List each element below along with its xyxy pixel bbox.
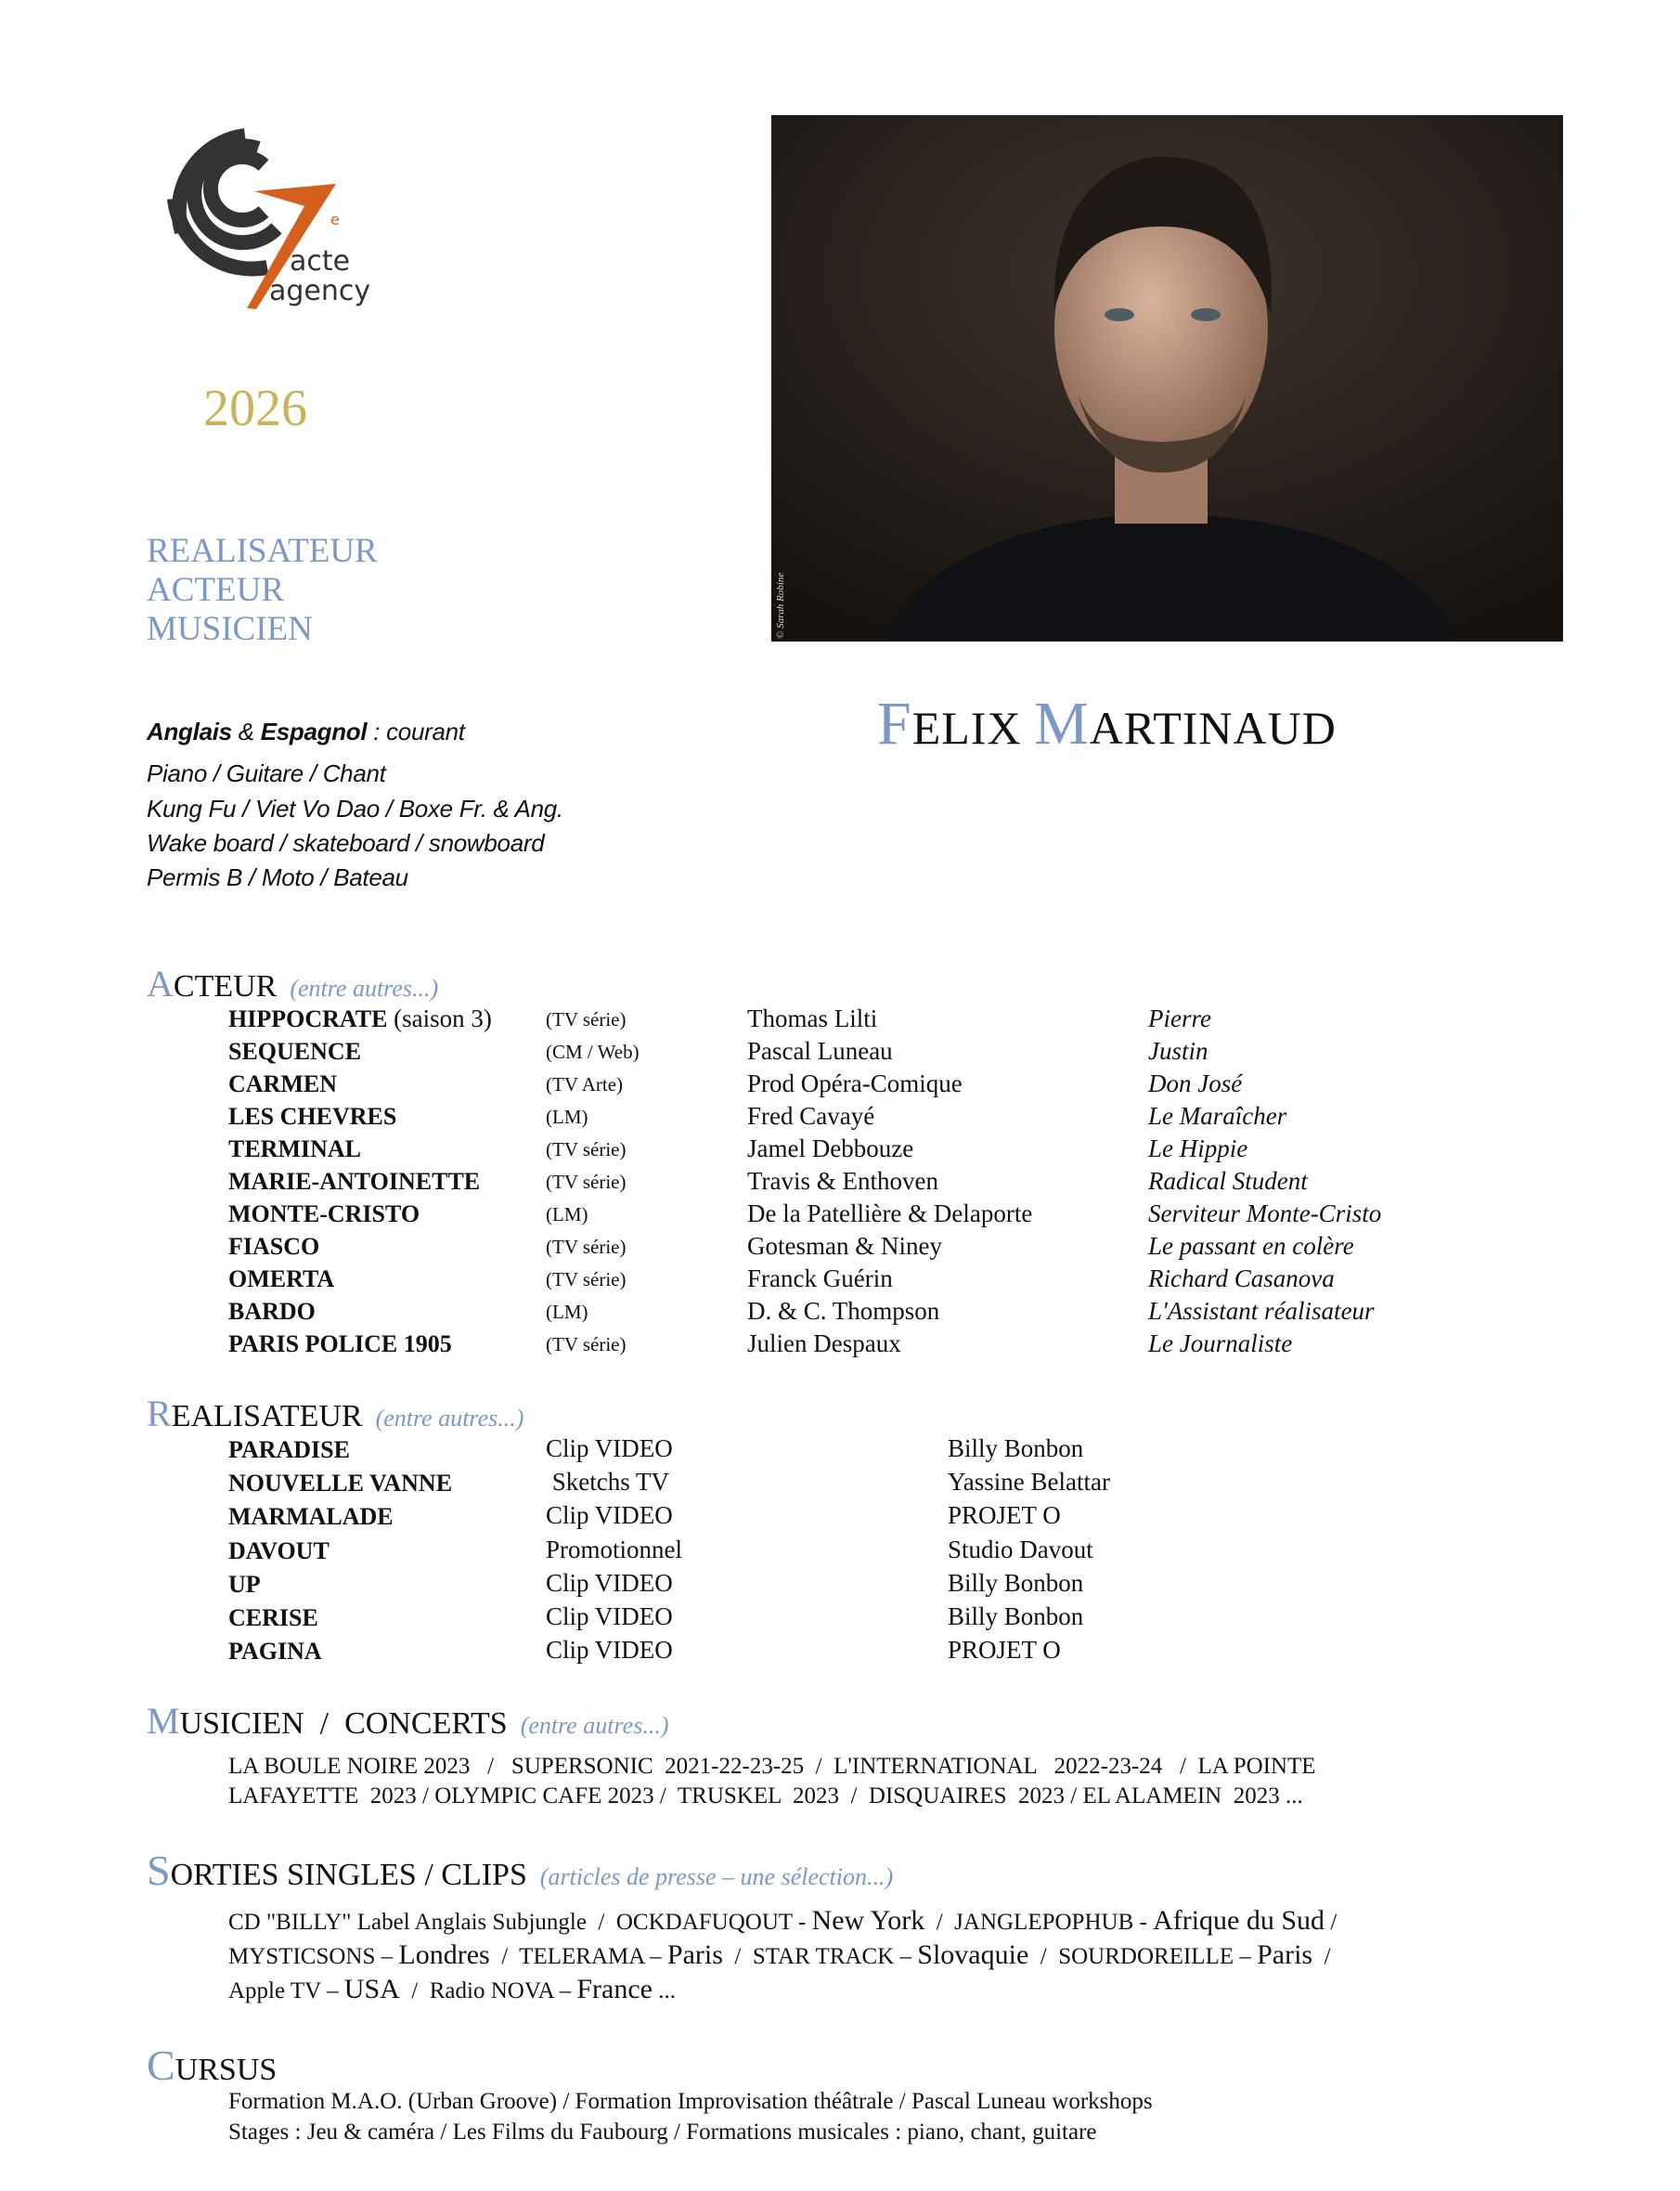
skill-line: Kung Fu / Viet Vo Dao / Boxe Fr. & Ang. <box>147 795 563 823</box>
project-type: Clip VIDEO <box>546 1434 673 1462</box>
film-title <box>228 1199 420 1228</box>
section-heading-acteur: ACTEUR (entre autres...) <box>147 963 439 1005</box>
press-segment: Londres <box>398 1939 490 1970</box>
project-title: UP <box>228 1570 261 1598</box>
film-title-text: MARIE-ANTOINETTE <box>228 1168 481 1195</box>
film-director: Jamel Debbouze <box>747 1134 914 1162</box>
film-title <box>228 1329 452 1358</box>
press-line <box>228 1939 1331 1971</box>
project-type: Promotionnel <box>546 1535 682 1563</box>
film-director: Julien Despaux <box>747 1329 901 1357</box>
press-segment: Paris <box>1257 1939 1313 1970</box>
film-role: Le Maraîcher <box>1148 1102 1287 1130</box>
table-row <box>0 1070 1680 1102</box>
svg-text:e: e <box>330 211 340 228</box>
press-segment: / Radio NOVA – <box>399 1978 577 2003</box>
portrait-photo <box>771 115 1563 642</box>
film-role: Don José <box>1148 1070 1243 1097</box>
press-segment: France <box>576 1974 653 2004</box>
film-type: (TV série) <box>546 1236 627 1258</box>
film-role: Le Hippie <box>1148 1134 1248 1162</box>
film-role: Le Journaliste <box>1148 1329 1293 1357</box>
project-client: Billy Bonbon <box>948 1434 1084 1462</box>
skill-line: Piano / Guitare / Chant <box>147 759 386 787</box>
project-type: Clip VIDEO <box>546 1636 673 1665</box>
year: 2026 <box>203 380 307 437</box>
press-segment: USA <box>343 1974 400 2004</box>
film-title <box>228 1167 480 1196</box>
press-segment: / SOURDOREILLE – <box>1028 1944 1258 1969</box>
project-title: DAVOUT <box>228 1536 330 1564</box>
agency-logo <box>154 110 386 318</box>
film-role: Le passant en colère <box>1148 1232 1354 1260</box>
project-client: PROJET O <box>948 1636 1061 1665</box>
film-director: De la Patellière & Delaporte <box>747 1199 1033 1227</box>
film-role: Richard Casanova <box>1148 1264 1335 1292</box>
press-segment: / <box>1312 1944 1331 1969</box>
film-director: Thomas Lilti <box>747 1005 878 1032</box>
press-segment: Afrique du Sud <box>1153 1905 1325 1936</box>
table-row <box>0 1037 1680 1070</box>
press-segment: Apple TV – <box>228 1978 344 2003</box>
skill-line: Permis B / Moto / Bateau <box>147 863 408 891</box>
project-client: Studio Davout <box>948 1535 1093 1563</box>
film-title <box>228 1297 316 1326</box>
project-title: PAGINA <box>228 1638 322 1666</box>
press-segment: CD "BILLY" Label Anglais Subjungle / OCKDAFUQOUT - <box>228 1910 812 1935</box>
film-type: (TV série) <box>546 1333 627 1355</box>
table-row <box>0 1005 1680 1037</box>
role-realisateur: REALISATEUR <box>147 532 378 570</box>
press-segment: Slovaquie <box>917 1939 1029 1970</box>
svg-text:acte: acte <box>290 245 351 278</box>
press-segment: / TELERAMA – <box>489 1944 667 1969</box>
project-type: Sketchs TV <box>546 1468 669 1497</box>
table-row <box>0 1468 1680 1500</box>
film-director: Prod Opéra-Comique <box>747 1070 963 1097</box>
film-director: Pascal Luneau <box>747 1037 893 1065</box>
table-row <box>0 1434 1680 1467</box>
film-title <box>228 1232 319 1261</box>
project-client: PROJET O <box>948 1501 1061 1530</box>
film-type: (TV série) <box>546 1008 627 1031</box>
table-row <box>0 1199 1680 1232</box>
film-title-text: TERMINAL <box>228 1135 362 1162</box>
section-heading-realisateur: REALISATEUR (entre autres...) <box>147 1393 524 1434</box>
press-segment: ... <box>652 1978 676 2003</box>
film-role: Serviteur Monte-Cristo <box>1148 1199 1382 1227</box>
skill-line: Wake board / skateboard / snowboard <box>147 829 545 857</box>
film-role: L'Assistant réalisateur <box>1148 1297 1375 1325</box>
film-title <box>228 1134 361 1163</box>
project-type: Clip VIDEO <box>546 1568 673 1597</box>
film-title-text: MONTE-CRISTO <box>228 1200 420 1227</box>
press-segment: / JANGLEPOPHUB - <box>924 1910 1154 1935</box>
section-heading-cursus: CURSUS <box>147 2042 278 2089</box>
film-director: Fred Cavayé <box>747 1102 875 1130</box>
film-title <box>228 1264 334 1293</box>
film-title-note: (saison 3) <box>387 1005 492 1032</box>
film-type: (LM) <box>546 1301 588 1323</box>
table-row <box>0 1536 1680 1568</box>
table-row <box>0 1232 1680 1264</box>
press-segment: / <box>1325 1910 1338 1935</box>
role-acteur: ACTEUR <box>147 571 284 609</box>
film-type: (TV série) <box>546 1268 627 1290</box>
person-name: FELIX MARTINAUD <box>877 690 1337 758</box>
film-title <box>228 1037 361 1066</box>
table-row <box>0 1329 1680 1362</box>
press-segment: / STAR TRACK – <box>722 1944 918 1969</box>
project-title: PARADISE <box>228 1436 350 1463</box>
press-segment: Paris <box>666 1939 723 1970</box>
cursus-line: Stages : Jeu & caméra / Les Films du Faubourg / Formations musicales : piano, chant, guitare <box>228 2120 1097 2145</box>
role-musicien: MUSICIEN <box>147 610 313 648</box>
table-row <box>0 1636 1680 1668</box>
press-segment: New York <box>811 1905 925 1936</box>
film-role: Justin <box>1148 1037 1208 1065</box>
film-role: Pierre <box>1148 1005 1211 1032</box>
languages-line: Anglais & Espagnol : courant <box>147 718 465 745</box>
concerts-line: LAFAYETTE 2023 / OLYMPIC CAFE 2023 / TRUSKEL 2023 / DISQUAIRES 2023 / EL ALAMEIN 2023 ... <box>228 1783 1303 1809</box>
concerts-line: LA BOULE NOIRE 2023 / SUPERSONIC 2021-22-23-25 / L'INTERNATIONAL 2022-23-24 / LA POINTE <box>228 1754 1316 1779</box>
project-title: MARMALADE <box>228 1503 394 1531</box>
photo-credit: © Sarah Robine <box>775 572 786 639</box>
film-director: Travis & Enthoven <box>747 1167 939 1195</box>
film-title-text: SEQUENCE <box>228 1038 362 1065</box>
table-row <box>0 1297 1680 1329</box>
film-role: Radical Student <box>1148 1167 1308 1195</box>
table-row <box>0 1264 1680 1297</box>
section-heading-sorties: SORTIES SINGLES / CLIPS (articles de presse – une sélection...) <box>147 1847 894 1894</box>
project-client: Billy Bonbon <box>948 1568 1084 1597</box>
film-title <box>228 1005 492 1033</box>
cursus-line: Formation M.A.O. (Urban Groove) / Formation Improvisation théâtrale / Pascal Luneau workshops <box>228 2089 1153 2114</box>
film-director: D. & C. Thompson <box>747 1297 940 1325</box>
project-type: Clip VIDEO <box>546 1602 673 1630</box>
press-segment: MYSTICSONS – <box>228 1944 399 1969</box>
film-director: Franck Guérin <box>747 1264 893 1292</box>
film-type: (CM / Web) <box>546 1041 640 1063</box>
press-line <box>228 1905 1337 1937</box>
film-type: (TV série) <box>546 1171 627 1193</box>
film-type: (TV Arte) <box>546 1073 624 1096</box>
film-type: (LM) <box>546 1203 588 1225</box>
film-type: (LM) <box>546 1106 588 1128</box>
film-type: (TV série) <box>546 1138 627 1160</box>
table-row <box>0 1569 1680 1601</box>
project-client: Billy Bonbon <box>948 1602 1084 1630</box>
press-line <box>228 1974 676 2005</box>
table-row <box>0 1102 1680 1134</box>
section-heading-musicien: MUSICIEN / CONCERTS (entre autres...) <box>147 1700 669 1742</box>
film-title-text: CARMEN <box>228 1070 337 1097</box>
film-title-text: OMERTA <box>228 1265 335 1292</box>
table-row <box>0 1167 1680 1199</box>
project-type: Clip VIDEO <box>546 1501 673 1530</box>
project-client: Yassine Belattar <box>948 1468 1110 1497</box>
table-row <box>0 1602 1680 1635</box>
film-title-text: PARIS POLICE 1905 <box>228 1330 452 1357</box>
film-title-text: LES CHEVRES <box>228 1103 397 1130</box>
project-title: NOUVELLE VANNE <box>228 1470 453 1497</box>
film-title-text: BARDO <box>228 1298 316 1325</box>
film-director: Gotesman & Niney <box>747 1232 942 1260</box>
svg-text:agency: agency <box>269 275 371 307</box>
film-title-text: FIASCO <box>228 1233 320 1260</box>
project-title: CERISE <box>228 1604 318 1631</box>
film-title-text: HIPPOCRATE <box>228 1005 388 1032</box>
film-title <box>228 1102 396 1131</box>
table-row <box>0 1134 1680 1167</box>
film-title <box>228 1070 337 1098</box>
table-row <box>0 1501 1680 1534</box>
